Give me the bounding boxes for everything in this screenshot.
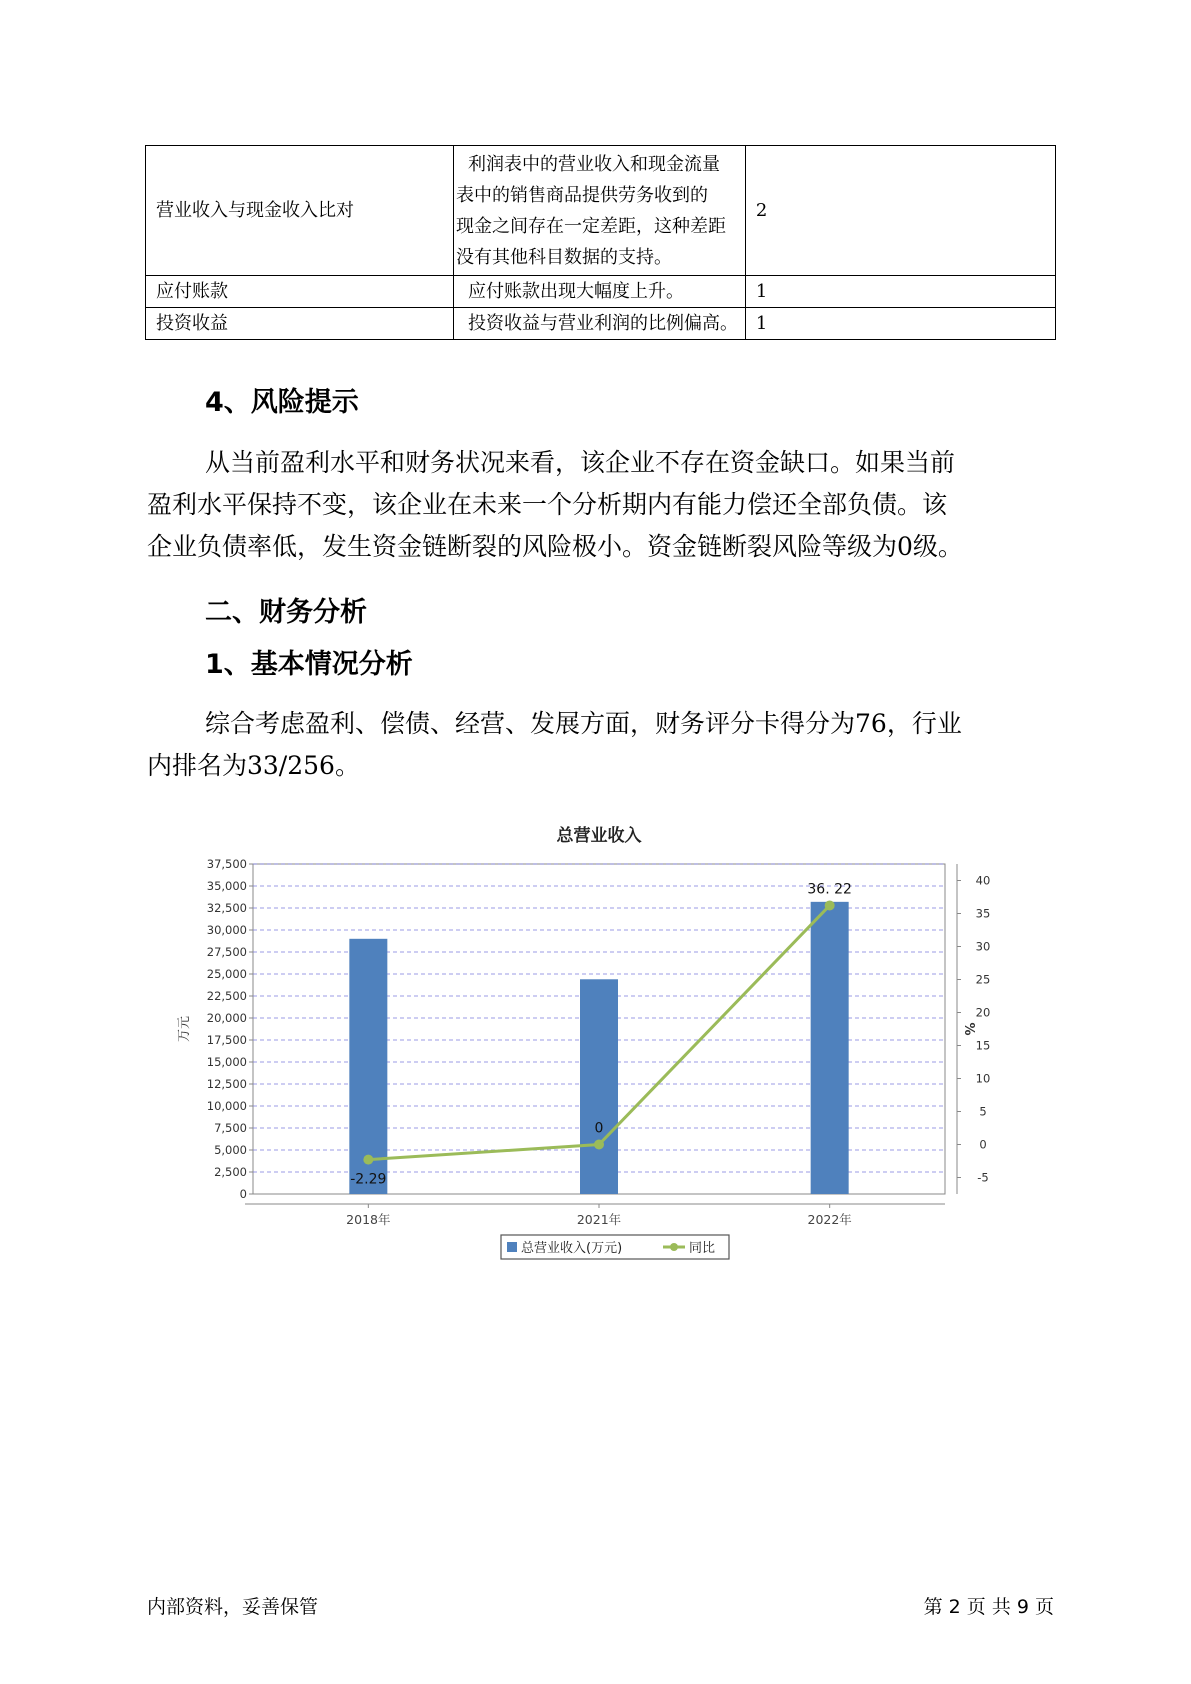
data-label: -2.29	[350, 1171, 387, 1188]
table-cell-item: 投资收益	[146, 308, 454, 340]
x-tick-label: 2018年	[346, 1212, 391, 1227]
table-cell-level: 1	[745, 276, 1055, 308]
risk-paragraph	[147, 442, 1052, 568]
revenue-chart	[170, 815, 991, 1275]
y-tick-label: 17,500	[206, 1033, 247, 1047]
footer-page-number: 第 2 页 共 9 页	[923, 1596, 1054, 1618]
bar	[811, 902, 849, 1194]
table-row	[146, 308, 1056, 340]
y-tick-label: 27,500	[206, 945, 247, 959]
x-tick-label: 2021年	[576, 1212, 622, 1227]
line-point	[594, 1140, 604, 1150]
table-cell-item: 应付账款	[146, 276, 454, 308]
legend-swatch-bar	[507, 1242, 517, 1252]
para-line: 从当前盈利水平和财务状况来看，该企业不存在资金缺口。如果当前	[205, 448, 956, 477]
y-tick-label: 32,500	[206, 901, 247, 915]
y2-tick-label: 40	[975, 873, 991, 888]
table-cell-item: 营业收入与现金收入比对	[146, 146, 454, 276]
y2-tick-label: 15	[975, 1038, 991, 1053]
y2-axis-label: %	[961, 1022, 976, 1036]
y2-tick-label: -5	[977, 1170, 989, 1185]
desc-line: 没有其他科目数据的支持。	[456, 246, 673, 268]
desc-line: 投资收益与营业利润的比例偏高。	[468, 313, 739, 334]
legend-label: 同比	[689, 1241, 716, 1256]
line-point	[363, 1155, 373, 1165]
risk-table	[145, 145, 1056, 340]
table-cell-desc	[454, 276, 746, 308]
section-heading-basic: 1、基本情况分析	[205, 649, 413, 680]
chart-title: 总营业收入	[556, 826, 642, 846]
table-cell-level: 1	[745, 308, 1055, 340]
table-cell-desc	[454, 308, 746, 340]
para-line: 企业负债率低，发生资金链断裂的风险极小。资金链断裂风险等级为0级。	[147, 532, 963, 561]
table-cell-level: 2	[745, 146, 1055, 276]
y2-tick-label: 5	[979, 1104, 987, 1119]
y-tick-label: 35,000	[206, 879, 247, 893]
x-tick-label: 2022年	[807, 1212, 852, 1227]
data-label: 36. 22	[807, 881, 852, 898]
y2-tick-label: 30	[975, 939, 991, 954]
desc-line: 现金之间存在一定差距，这种差距	[456, 215, 727, 237]
y2-tick-label: 10	[975, 1071, 991, 1086]
desc-line: 应付账款出现大幅度上升。	[468, 281, 685, 302]
y-tick-label: 30,000	[206, 923, 247, 937]
y-tick-label: 0	[239, 1187, 247, 1201]
y-tick-label: 37,500	[206, 857, 247, 871]
para-line: 内排名为33/256。	[147, 751, 360, 780]
table-row	[146, 276, 1056, 308]
y2-tick-label: 0	[979, 1137, 987, 1152]
y-tick-label: 2,500	[214, 1165, 247, 1179]
legend-label: 总营业收入(万元)	[521, 1241, 623, 1256]
desc-line: 利润表中的营业收入和现金流量	[468, 153, 721, 175]
data-label: 0	[594, 1120, 604, 1137]
y2-tick-label: 35	[975, 906, 991, 921]
basic-paragraph	[147, 703, 1052, 787]
line-point	[825, 900, 835, 910]
y-axis-label: 万元	[177, 1015, 192, 1043]
section-heading-risk: 4、风险提示	[205, 387, 359, 418]
y-tick-label: 5,000	[214, 1143, 247, 1157]
y-tick-label: 25,000	[206, 967, 247, 981]
y-tick-label: 22,500	[206, 989, 247, 1003]
para-line: 盈利水平保持不变，该企业在未来一个分析期内有能力偿还全部负债。该	[147, 490, 948, 519]
y2-tick-label: 20	[975, 1005, 991, 1020]
y-tick-label: 12,500	[206, 1077, 247, 1091]
y2-tick-label: 25	[975, 972, 991, 987]
legend-swatch-point	[670, 1243, 678, 1251]
table-row	[146, 146, 1056, 276]
y-tick-label: 15,000	[206, 1055, 247, 1069]
y-tick-label: 7,500	[214, 1121, 247, 1135]
footer-confidential: 内部资料，妥善保管	[147, 1596, 319, 1618]
section-heading-finance: 二、财务分析	[205, 597, 367, 628]
bar	[580, 979, 618, 1194]
y-tick-label: 20,000	[206, 1011, 247, 1025]
table-cell-desc	[454, 146, 746, 276]
desc-line: 表中的销售商品提供劳务收到的	[456, 184, 709, 206]
para-line: 综合考虑盈利、偿债、经营、发展方面，财务评分卡得分为76，行业	[205, 709, 962, 738]
y-tick-label: 10,000	[206, 1099, 247, 1113]
